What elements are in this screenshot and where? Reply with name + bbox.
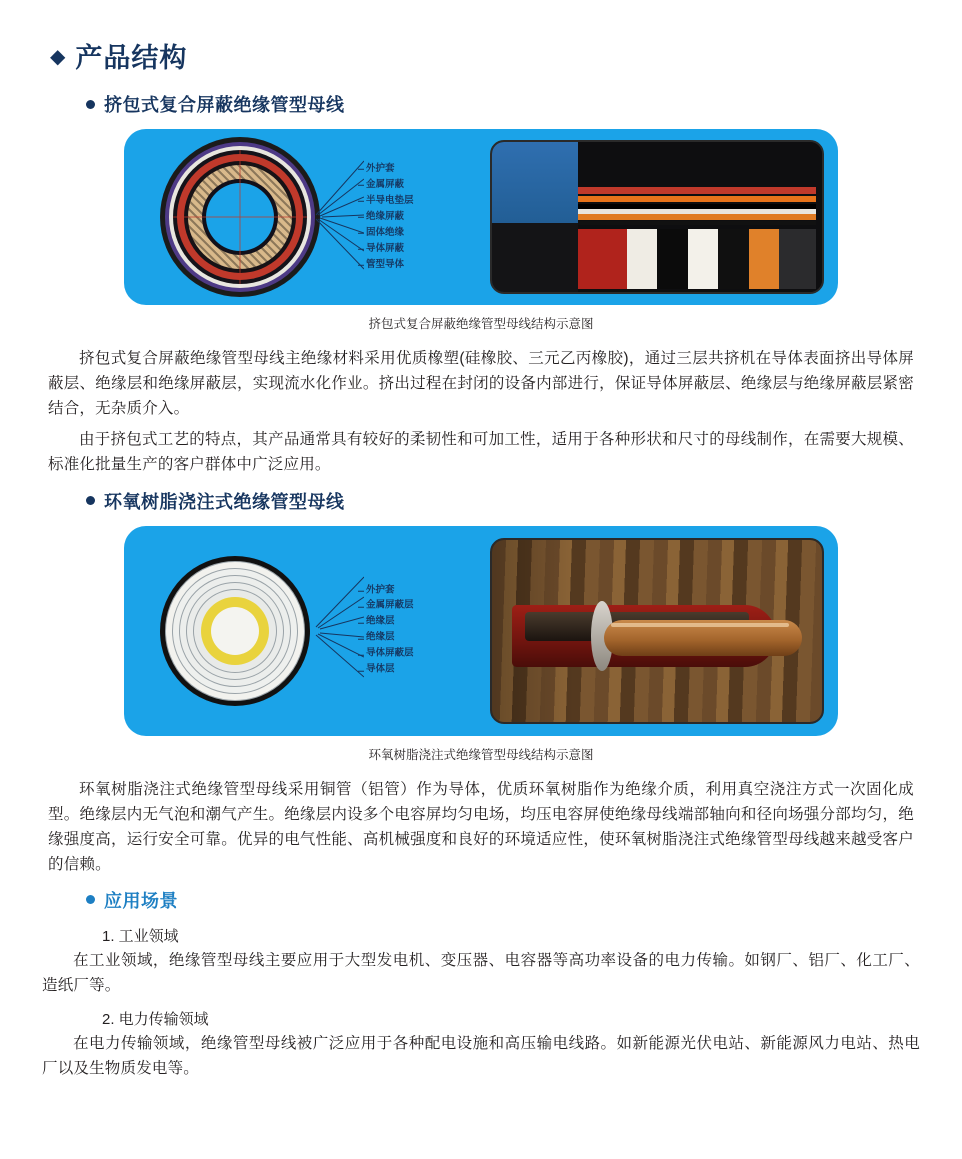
subheading-applications-label: 应用场景 [104, 890, 178, 911]
label-conductor-shield-layer: 导体屏蔽层 [358, 649, 478, 660]
photo-extruded-cable [490, 140, 824, 294]
leader-lines-epoxy [312, 571, 364, 691]
figure-extruded [42, 129, 920, 332]
cross-section-epoxy [138, 536, 478, 726]
label-tubular-conductor: 管型导体 [358, 259, 478, 270]
subheading-epoxy-label: 环氧树脂浇注式绝缘管型母线 [104, 491, 345, 512]
leader-lines-extruded [312, 157, 364, 277]
paragraphs-extruded [48, 346, 914, 478]
label-insulation-layer-2: 绝缘层 [358, 633, 478, 644]
label-metal-shield: 金属屏蔽 [358, 180, 478, 191]
section-title-text: 产品结构 [75, 43, 188, 73]
labels-extruded [358, 164, 478, 270]
label-insulation-layer-1: 绝缘层 [358, 617, 478, 628]
application-item-title-1: 1. 工业领域 [102, 927, 179, 945]
subheading-extruded-label: 挤包式复合屏蔽绝缘管型母线 [104, 95, 345, 115]
bullet-dot-icon [86, 100, 95, 109]
bullet-dot-icon [86, 895, 95, 904]
bullet-dot-icon [86, 496, 95, 505]
figure-epoxy [42, 526, 920, 763]
label-solid-insulation: 固体绝缘 [358, 227, 478, 238]
application-item-text-2: 在电力传输领域，绝缘管型母线被广泛应用于各种配电设施和高压输电线路。如新能源光伏电站、新能源风力电站、热电厂以及生物质发电等。 [42, 1035, 920, 1078]
paragraph-epoxy-1: 环氧树脂浇注式绝缘管型母线采用铜管（铝管）作为导体，优质环氧树脂作为绝缘介质，利用真空浇注方式一次固化成型。绝缘层内无气泡和潮气产生。绝缘层内设多个电容屏均匀电场，均压电容屏使绝缘母线端部轴向和径向场强分部均匀，绝缘强度高，运行安全可靠。优异的电气性能、高机械强度和良好的环境适应性，使环氧树脂浇注式绝缘管型母线越来越受客户的信赖。 [48, 780, 914, 873]
applications-list [42, 925, 920, 1081]
labels-epoxy [358, 585, 478, 676]
application-item-title-2: 2. 电力传输领域 [102, 1011, 209, 1029]
application-item-text-1: 在工业领域，绝缘管型母线主要应用于大型发电机、变压器、电容器等高功率设备的电力传输。如钢厂、铝厂、化工厂、造纸厂等。 [42, 951, 920, 995]
cross-section-rings-extruded [160, 137, 320, 297]
label-metal-shield-layer: 金属屏蔽层 [358, 601, 478, 612]
subheading-extruded [86, 91, 920, 117]
cross-section-rings-epoxy [160, 556, 310, 706]
label-conductor-layer: 导体层 [358, 665, 478, 676]
subheading-applications [86, 887, 920, 913]
subheading-epoxy [86, 488, 920, 514]
crosshair-horizontal [173, 217, 307, 218]
figure-extruded-caption: 挤包式复合屏蔽绝缘管型母线结构示意图 [368, 317, 594, 331]
paragraph-extruded-1: 挤包式复合屏蔽绝缘管型母线主绝缘材料采用优质橡塑(硅橡胶、三元乙丙橡胶)，通过三层共挤机在导体表面挤出导体屏蔽层、绝缘层和绝缘屏蔽层，实现流水化作业。挤出过程在封闭的设备内部进行，保证导体屏蔽层、绝缘层与绝缘屏蔽层紧密结合，无杂质介入。 [48, 350, 914, 418]
label-insulation-shield: 绝缘屏蔽 [358, 212, 478, 223]
figure-epoxy-caption: 环氧树脂浇注式绝缘管型母线结构示意图 [368, 747, 594, 762]
figure-epoxy-panel [124, 526, 838, 736]
paragraph-extruded-2: 由于挤包式工艺的特点，其产品通常具有较好的柔韧性和可加工性，适用于各种形状和尺寸的母线制作，在需要大规模、标准化批量生产的客户群体中广泛应用。 [48, 431, 914, 474]
label-outer-sheath: 外护套 [358, 585, 478, 596]
paragraphs-epoxy [48, 777, 914, 877]
label-conductor-shield: 导体屏蔽 [358, 243, 478, 254]
label-outer-sheath: 外护套 [358, 164, 478, 175]
photo-epoxy-cable [490, 538, 824, 724]
label-semicon-layer: 半导电垫层 [358, 196, 478, 207]
figure-extruded-panel [124, 129, 838, 305]
cross-section-extruded [138, 139, 478, 295]
diamond-icon: ◆ [50, 45, 66, 68]
page-title [50, 36, 920, 75]
